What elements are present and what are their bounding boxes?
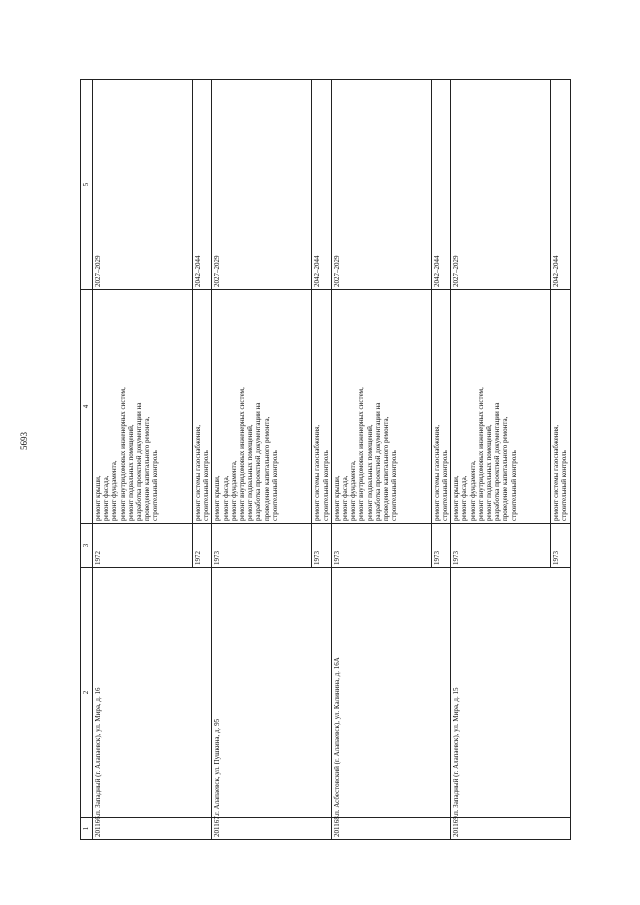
year-cell: 1973: [451, 524, 551, 568]
year-cell: 1972: [193, 524, 212, 568]
work-item: строительный контроль: [321, 450, 330, 521]
year-cell: 1973: [212, 524, 312, 568]
works-cell: [212, 290, 312, 524]
works-cell: [451, 290, 551, 524]
work-item: ремонт крыши,: [332, 475, 341, 521]
year-cell: 1973: [551, 524, 570, 568]
year-cell: 1972: [93, 524, 193, 568]
work-item: строительный контроль: [509, 450, 518, 521]
table-header: [81, 80, 93, 840]
work-item: ремонт крыши,: [452, 475, 461, 521]
period-cell: 2027–2029: [212, 80, 312, 290]
row-number: 201167.: [212, 818, 331, 840]
work-item: разработка проектной документации на: [135, 402, 144, 521]
work-item: ремонт подвальных помещений,: [126, 424, 135, 521]
work-item: ремонт подвальных помещений,: [365, 424, 374, 521]
work-item: ремонт внутридомовых инженерных систем,: [118, 387, 127, 521]
work-item: ремонт фундамента,: [110, 460, 119, 521]
period-cell: 2042–2044: [312, 80, 331, 290]
work-item: строительный контроль: [151, 450, 160, 521]
header-col-3: 3: [81, 524, 93, 568]
period-cell: 2027–2029: [331, 80, 431, 290]
work-item: ремонт крыши,: [94, 475, 102, 521]
works-cell: [93, 290, 193, 524]
period-cell: 2027–2029: [451, 80, 551, 290]
work-item: разработка проектной документации на: [493, 402, 502, 521]
period-cell: 2027–2029: [93, 80, 193, 290]
period-cell: 2042–2044: [431, 80, 450, 290]
address-cell: п. Западный (г. Алапаевск), ул. Мира, д. 16: [93, 568, 212, 818]
work-item: строительный контроль: [441, 450, 450, 521]
row-number: 201166.: [93, 818, 212, 840]
year-cell: 1973: [312, 524, 331, 568]
work-item: строительный контроль: [560, 450, 569, 521]
year-cell: 1973: [431, 524, 450, 568]
table-row: [212, 80, 312, 840]
works-cell: [193, 290, 212, 524]
row-number: 201169.: [451, 818, 570, 840]
work-item: ремонт крыши,: [213, 475, 222, 521]
work-item: ремонт системы газоснабжения,: [552, 424, 561, 521]
work-item: разработка проектной документации на: [254, 402, 263, 521]
address-cell: г. Алапаевск, ул. Пушкина, д. 95: [212, 568, 331, 818]
work-item: проведение капитального ремонта,: [501, 416, 510, 521]
work-item: ремонт системы газоснабжения,: [313, 424, 322, 521]
table-row: [451, 80, 551, 840]
work-item: ремонт внутридомовых инженерных систем,: [238, 387, 247, 521]
work-item: строительный контроль: [270, 450, 279, 521]
table-body: [93, 80, 571, 840]
work-item: ремонт фундамента,: [468, 460, 477, 521]
works-cell: [431, 290, 450, 524]
header-col-2: 2: [81, 568, 93, 818]
work-item: ремонт фундамента,: [229, 460, 238, 521]
year-cell: 1973: [331, 524, 431, 568]
work-item: ремонт системы газоснабжения,: [194, 424, 202, 521]
page-number: 5693: [19, 432, 29, 450]
work-item: ремонт фасада,: [221, 475, 230, 521]
work-item: строительный контроль: [390, 450, 399, 521]
work-item: ремонт фундамента,: [349, 460, 358, 521]
period-cell: 2042–2044: [193, 80, 212, 290]
work-item: ремонт системы газоснабжения,: [432, 424, 441, 521]
header-col-4: 4: [81, 290, 93, 524]
table-row: [93, 80, 193, 840]
period-cell: 2042–2044: [551, 80, 570, 290]
row-number: 201168.: [331, 818, 450, 840]
work-item: ремонт фасада,: [460, 475, 469, 521]
header-col-1: 1: [81, 818, 93, 840]
work-item: строительный контроль: [202, 450, 211, 521]
work-item: ремонт внутридомовых инженерных систем,: [357, 387, 366, 521]
table-row: [331, 80, 431, 840]
works-cell: [312, 290, 331, 524]
work-item: ремонт подвальных помещений,: [485, 424, 494, 521]
work-item: проведение капитального ремонта,: [143, 416, 152, 521]
address-cell: п. Асбестовский (г. Алапаевск), ул. Калинина, д. 16А: [331, 568, 450, 818]
header-col-5: 5: [81, 80, 93, 290]
address-cell: п. Западный (г. Алапаевск), ул. Мира, д. 15: [451, 568, 570, 818]
work-item: ремонт внутридомовых инженерных систем,: [476, 387, 485, 521]
work-item: проведение капитального ремонта,: [262, 416, 271, 521]
works-cell: [331, 290, 431, 524]
work-item: ремонт фасада,: [102, 475, 111, 521]
work-item: ремонт подвальных помещений,: [246, 424, 255, 521]
rotated-page: [80, 80, 600, 840]
works-cell: [551, 290, 570, 524]
work-item: проведение капитального ремонта,: [382, 416, 391, 521]
work-item: разработка проектной документации на: [373, 402, 382, 521]
repair-schedule-table: [80, 79, 571, 840]
work-item: ремонт фасада,: [341, 475, 350, 521]
